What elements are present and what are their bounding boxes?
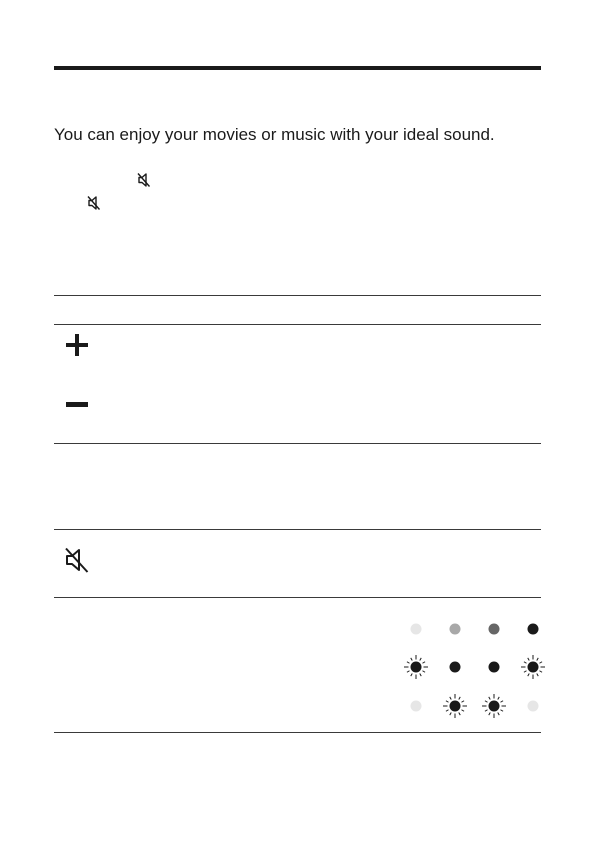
mute-icon bbox=[87, 195, 101, 211]
led-indicator-svg bbox=[400, 613, 550, 723]
table-rule bbox=[54, 295, 541, 296]
led-on bbox=[528, 624, 539, 635]
table-rule bbox=[54, 732, 541, 733]
table-rule bbox=[54, 443, 541, 444]
table-rule bbox=[54, 529, 541, 530]
table-rule bbox=[54, 597, 541, 598]
intro-text: You can enjoy your movies or music with your ideal sound. bbox=[54, 125, 495, 144]
header-rule bbox=[54, 66, 541, 70]
mute-icon bbox=[64, 546, 90, 574]
led-dim bbox=[411, 701, 422, 712]
led-indicator-grid bbox=[400, 613, 550, 723]
minus-icon bbox=[65, 402, 89, 408]
led-dim bbox=[411, 624, 422, 635]
led-dark bbox=[489, 624, 500, 635]
led-medium bbox=[450, 624, 461, 635]
led-blink bbox=[404, 655, 428, 679]
led-on bbox=[450, 662, 461, 673]
led-blink bbox=[443, 694, 467, 718]
plus-icon bbox=[65, 333, 89, 357]
mute-icon bbox=[137, 172, 151, 188]
table-rule bbox=[54, 324, 541, 325]
led-blink bbox=[521, 655, 545, 679]
led-dim bbox=[528, 701, 539, 712]
led-on bbox=[489, 662, 500, 673]
led-blink bbox=[482, 694, 506, 718]
